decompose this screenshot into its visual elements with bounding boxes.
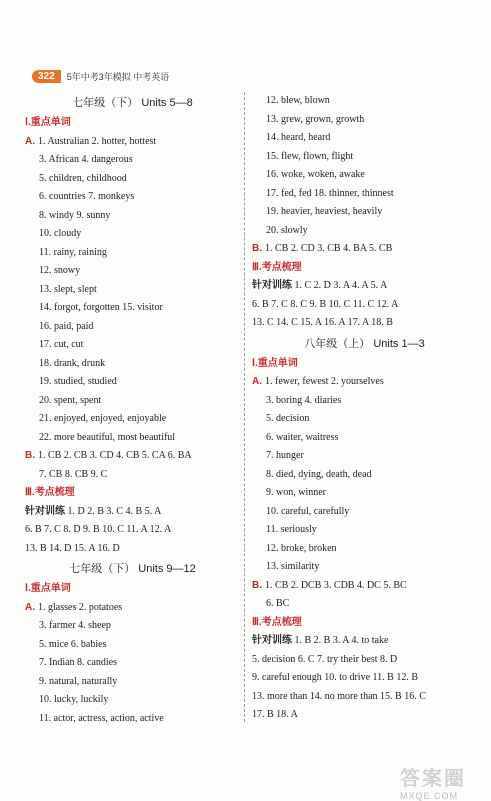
answer-line <box>25 262 240 281</box>
answer-text: 5. children, childhood <box>39 172 127 184</box>
answer-line <box>252 688 477 707</box>
answer-text: 16. woke, woken, awake <box>266 169 365 180</box>
section-heading: Ⅰ.重点单词 <box>252 357 298 369</box>
answer-text: 22. more beautiful, most beautiful <box>39 431 176 443</box>
answer-line <box>25 188 240 207</box>
answer-line <box>25 281 240 300</box>
answer-text: 14. forgot, forgotten 15. visitor <box>39 302 163 313</box>
answer-line <box>25 133 240 152</box>
answer-text: 17. B 18. A <box>252 709 298 720</box>
answer-text: 1. CB 2. CB 3. CD 4. CB 5. CA 6. BA <box>38 450 192 461</box>
right-column <box>252 92 477 725</box>
answer-text: 12. snowy <box>39 265 81 276</box>
answer-text: 1. C 2. D 3. A 4. A 5. A <box>292 280 388 291</box>
part-marker: B. <box>25 450 35 461</box>
answer-text: 5. decision 6. C 7. try their best 8. D <box>252 653 398 665</box>
answer-line <box>25 373 240 392</box>
answer-line <box>252 540 477 559</box>
answer-line <box>252 632 477 651</box>
answer-line <box>25 299 240 318</box>
part-marker: B. <box>252 579 262 591</box>
answer-line <box>252 595 477 614</box>
answer-text: 20. slowly <box>266 224 308 236</box>
answer-text: 13. C 14. C 15. A 16. A 17. A 18. B <box>252 317 393 328</box>
answer-text: 14. heard, heard <box>266 132 331 143</box>
answer-line <box>252 203 477 222</box>
answer-line <box>25 447 240 466</box>
answer-line <box>25 151 240 170</box>
answer-text: 12. blew, blown <box>266 95 330 106</box>
answer-text: 1. CB 2. CD 3. CB 4. BA 5. CB <box>265 243 393 254</box>
answer-line <box>252 447 477 466</box>
answer-text: 6. BC <box>266 598 290 609</box>
answer-text: 15. flew, flown, flight <box>266 150 354 162</box>
part-marker: B. <box>252 243 262 254</box>
answer-line <box>252 484 477 503</box>
answer-text: 21. enjoyed, enjoyed, enjoyable <box>39 413 167 424</box>
practice-label: 针对训练 <box>252 280 292 291</box>
unit-title-text: 七年级（下） Units 5—8 <box>72 97 193 109</box>
section-heading: Ⅲ.考点梳理 <box>252 261 302 273</box>
answer-line <box>252 429 477 448</box>
answer-line <box>252 577 477 596</box>
answer-line <box>252 222 477 241</box>
book-title: 5年中考3年模拟 中考英语 <box>66 71 170 82</box>
unit-title <box>252 333 477 355</box>
answer-line <box>25 392 240 411</box>
answer-line <box>252 92 477 111</box>
answer-text: 6. B 7. C 8. C 9. B 10. C 11. C 12. A <box>252 298 399 310</box>
answer-line <box>252 669 477 688</box>
answer-line <box>25 540 240 559</box>
answer-text: 3. farmer 4. sheep <box>39 620 111 631</box>
answer-line <box>252 558 477 577</box>
section-heading: Ⅲ.考点梳理 <box>25 487 75 498</box>
answer-text: 19. studied, studied <box>39 376 117 387</box>
page-header <box>32 67 169 85</box>
answer-line <box>25 521 240 540</box>
answer-text: 6. B 7. C 8. D 9. B 10. C 11. A 12. A <box>25 524 172 535</box>
answer-text: 13. similarity <box>266 561 320 572</box>
answer-text: 12. broke, broken <box>266 542 337 554</box>
answer-text: 17. cut, cut <box>39 339 84 350</box>
answer-line <box>252 129 477 148</box>
answer-text: 1. CB 2. DCB 3. CDB 4. DC 5. BC <box>265 579 407 591</box>
unit-title-text: 七年级（下） Units 9—12 <box>69 563 196 575</box>
answer-text: 1. Australian 2. hotter, hottest <box>38 135 157 147</box>
answer-text: 3. boring 4. diaries <box>266 394 342 406</box>
answer-line <box>25 336 240 355</box>
answer-text: 7. CB 8. CB 9. C <box>39 468 108 480</box>
answer-line <box>25 170 240 189</box>
practice-label: 针对训练 <box>252 635 292 646</box>
page-number: 322 <box>32 70 61 83</box>
answer-text: 20. spent, spent <box>39 394 102 406</box>
answer-text: 10. cloudy <box>39 228 82 239</box>
answer-line <box>252 277 477 296</box>
answer-line <box>25 207 240 226</box>
watermark-logo <box>400 762 466 801</box>
unit-title-text: 八年级（上） Units 1—3 <box>304 337 425 350</box>
part-marker: A. <box>25 601 35 613</box>
answer-text: 13. more than 14. no more than 15. B 16. C <box>252 690 426 702</box>
practice-label: 针对训练 <box>25 505 65 517</box>
answer-line <box>25 225 240 244</box>
answer-text: 10. lucky, luckily <box>39 694 109 705</box>
answer-line <box>25 503 240 522</box>
answer-line <box>25 410 240 429</box>
answer-line <box>252 185 477 204</box>
answer-line <box>252 392 477 411</box>
part-marker: A. <box>252 376 262 387</box>
unit-title <box>25 558 240 580</box>
answer-text: 17. fed, fed 18. thinner, thinnest <box>266 187 394 199</box>
answer-text: 7. Indian 8. candies <box>39 657 118 668</box>
answer-line <box>252 706 477 725</box>
answer-text: 13. grew, grown, growth <box>266 113 365 125</box>
answer-text: 8. windy 9. sunny <box>39 209 111 221</box>
answer-text: 6. waiter, waitress <box>266 431 339 443</box>
watermark-sub: MXQE.COM <box>400 791 459 801</box>
answer-text: 9. won, winner <box>266 487 326 498</box>
answer-line <box>252 503 477 522</box>
answer-line <box>252 240 477 259</box>
answer-line <box>25 636 240 655</box>
answer-line <box>252 410 477 429</box>
answer-text: 7. hunger <box>266 450 304 461</box>
answer-text: 5. decision <box>266 413 310 424</box>
answer-text: 10. careful, carefully <box>266 505 350 517</box>
answer-line <box>25 599 240 618</box>
section-heading: Ⅲ.考点梳理 <box>252 616 302 628</box>
answer-line <box>252 373 477 392</box>
answer-line <box>252 314 477 333</box>
section-heading: Ⅰ.重点单词 <box>25 583 71 594</box>
section-heading: Ⅰ.重点单词 <box>25 117 71 128</box>
answer-text: 1. fewer, fewest 2. yourselves <box>265 376 384 387</box>
answer-text: 6. countries 7. monkeys <box>39 191 135 202</box>
answer-line <box>25 244 240 263</box>
answer-text: 1. B 2. B 3. A 4. to take <box>292 635 389 646</box>
answer-line <box>25 710 240 729</box>
answer-text: 8. died, dying, death, dead <box>266 468 372 480</box>
answer-line <box>25 691 240 710</box>
answer-line <box>25 617 240 636</box>
answer-line <box>25 355 240 374</box>
answer-text: 11. rainy, raining <box>39 246 107 258</box>
column-divider <box>244 92 245 722</box>
answer-text: 19. heavier, heaviest, heavily <box>266 206 383 217</box>
answer-text: 9. careful enough 10. to drive 11. B 12. B <box>252 672 418 683</box>
answer-line <box>252 466 477 485</box>
answer-line <box>25 429 240 448</box>
left-column <box>25 92 240 728</box>
answer-line <box>252 521 477 540</box>
answer-text: 1. D 2. B 3. C 4. B 5. A <box>65 505 162 517</box>
part-marker: A. <box>25 135 35 147</box>
answer-line <box>252 651 477 670</box>
watermark-main: 答案圈 <box>400 768 466 790</box>
answer-line <box>252 148 477 167</box>
answer-line <box>25 466 240 485</box>
answer-text: 11. seriously <box>266 524 317 535</box>
answer-text: 13. B 14. D 15. A 16. D <box>25 542 120 554</box>
answer-line <box>25 318 240 337</box>
answer-text: 9. natural, naturally <box>39 675 118 687</box>
answer-text: 3. African 4. dangerous <box>39 154 133 165</box>
answer-text: 1. glasses 2. potatoes <box>38 601 123 613</box>
answer-text: 18. drank, drunk <box>39 357 106 369</box>
answer-text: 16. paid, paid <box>39 320 94 332</box>
answer-text: 13. slept, slept <box>39 283 97 295</box>
answer-line <box>252 111 477 130</box>
answer-text: 11. actor, actress, action, active <box>39 712 164 724</box>
answer-line <box>252 166 477 185</box>
answer-text: 5. mice 6. babies <box>39 638 107 650</box>
unit-title <box>25 92 240 114</box>
answer-line <box>25 654 240 673</box>
answer-line <box>25 673 240 692</box>
answer-line <box>252 296 477 315</box>
